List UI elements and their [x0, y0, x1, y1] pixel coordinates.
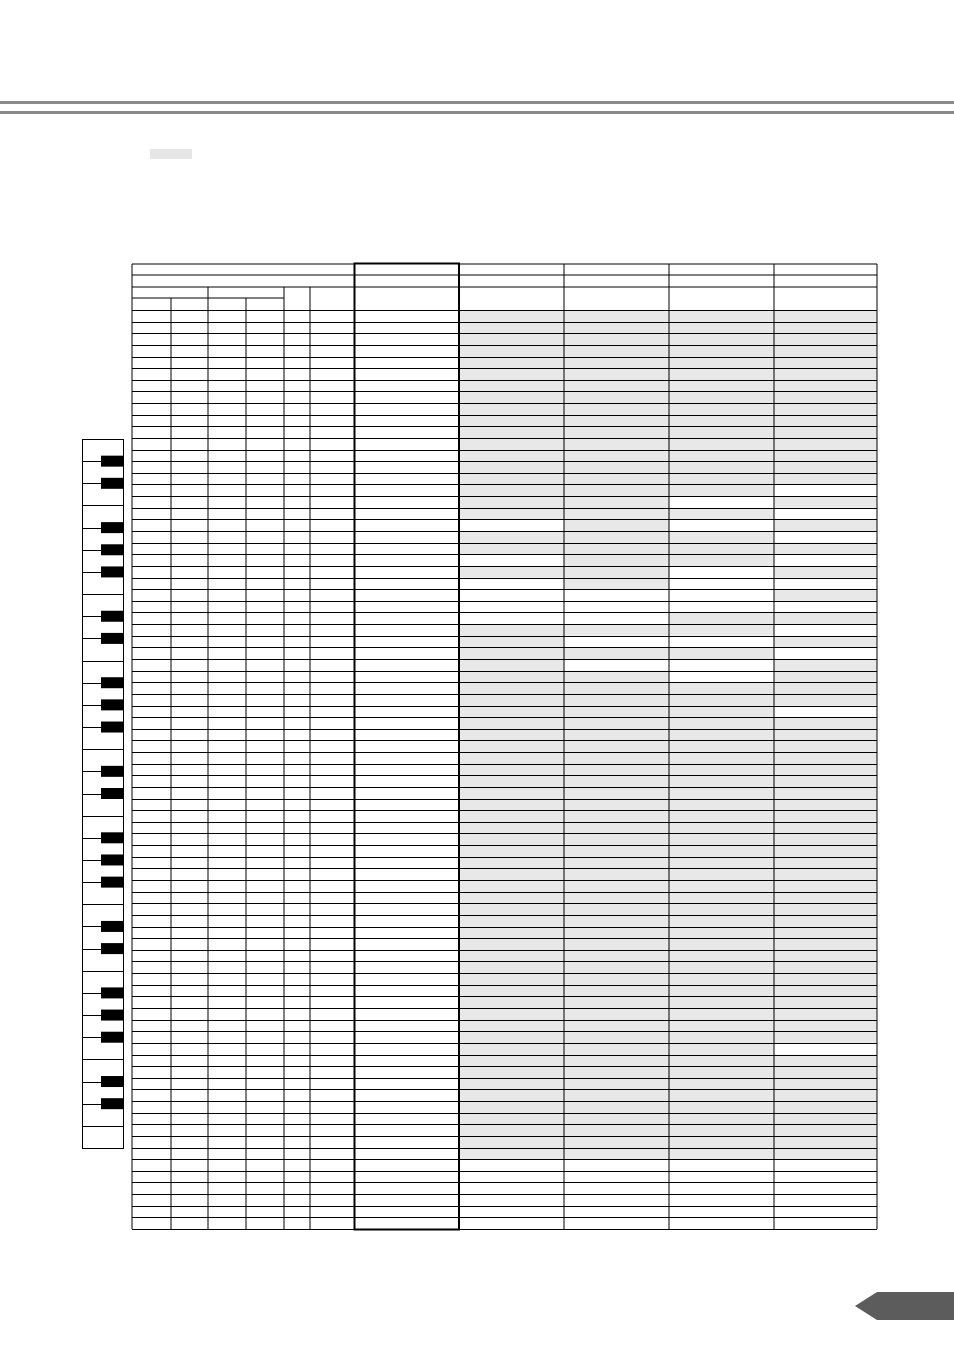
- black-key: [101, 566, 123, 577]
- black-key: [101, 854, 123, 865]
- highlight-column-frame: [355, 264, 460, 1230]
- black-key: [101, 1098, 123, 1109]
- shaded-cell-group: [564, 310, 669, 589]
- shaded-cell-group: [774, 310, 877, 484]
- shaded-cell-group: [774, 566, 877, 578]
- black-key: [101, 766, 123, 777]
- black-key: [101, 699, 123, 710]
- black-key: [101, 544, 123, 555]
- black-key: [101, 677, 123, 688]
- black-key: [101, 1076, 123, 1087]
- black-key: [101, 456, 123, 467]
- shaded-cell-group: [774, 612, 877, 624]
- black-key: [101, 478, 123, 489]
- shaded-cell-group: [669, 531, 774, 566]
- shaded-cell-group: [774, 636, 877, 648]
- shaded-cell-group: [564, 671, 669, 1160]
- shaded-cell-group: [774, 496, 877, 508]
- shaded-cell-group: [774, 589, 877, 601]
- shaded-cell-group: [669, 508, 774, 520]
- shaded-cell-group: [564, 624, 669, 636]
- shaded-cell-group: [459, 531, 564, 554]
- black-key: [101, 943, 123, 954]
- black-key: [101, 788, 123, 799]
- shaded-cell-group: [564, 647, 669, 659]
- black-key: [101, 522, 123, 533]
- shaded-cell-group: [774, 1055, 877, 1160]
- black-key: [101, 987, 123, 998]
- shaded-cell-group: [669, 682, 774, 1159]
- shaded-cell-group: [459, 310, 564, 519]
- black-key: [101, 877, 123, 888]
- shaded-cell-group: [459, 566, 564, 578]
- shaded-cell-group: [774, 543, 877, 555]
- black-key: [101, 1032, 123, 1043]
- black-key: [101, 633, 123, 644]
- black-key: [101, 832, 123, 843]
- shaded-cell-group: [774, 519, 877, 531]
- page-number-tab: [855, 1292, 954, 1320]
- shaded-cell-group: [669, 647, 774, 659]
- black-key: [101, 1010, 123, 1021]
- black-key: [101, 722, 123, 733]
- black-key: [101, 921, 123, 932]
- black-key: [101, 611, 123, 622]
